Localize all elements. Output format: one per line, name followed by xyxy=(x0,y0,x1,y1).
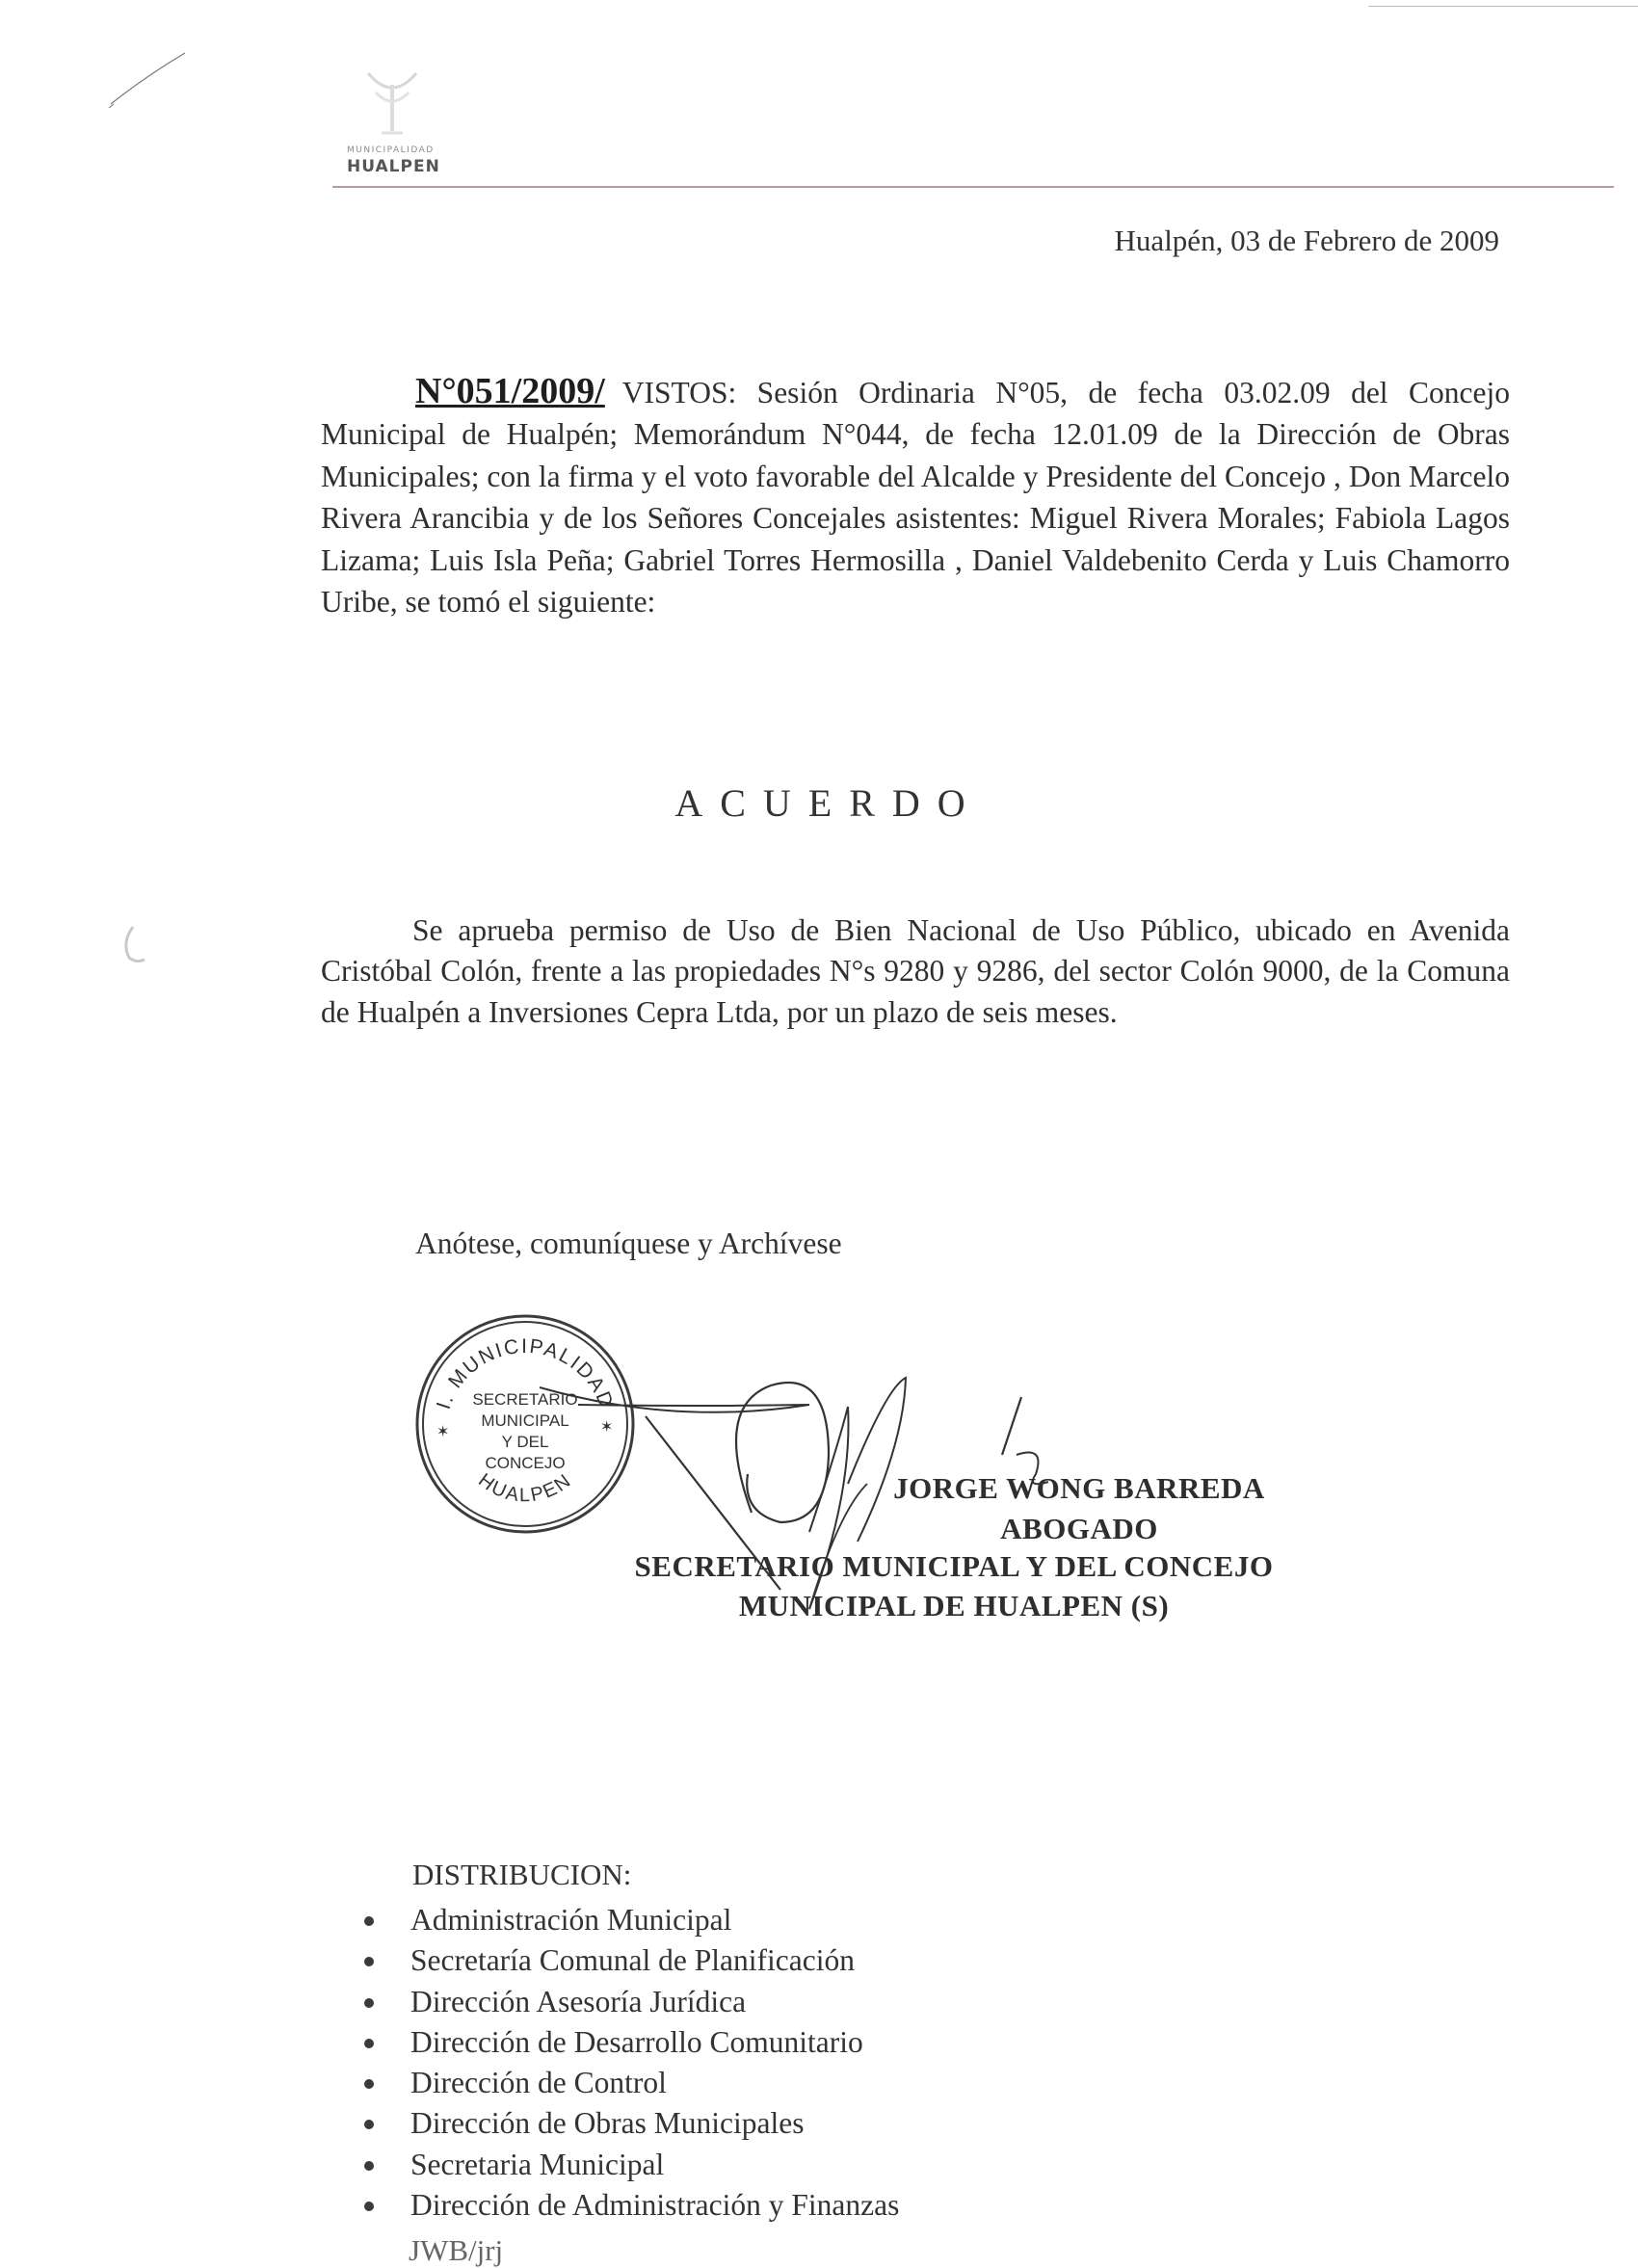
resolution-number: N°051/2009/ xyxy=(415,371,605,411)
seal-star-left: ✶ xyxy=(436,1424,450,1440)
seal-line-4: CONCEJO xyxy=(485,1454,566,1472)
distribution-item: Dirección de Control xyxy=(364,2063,899,2103)
bullet-icon xyxy=(364,1957,374,1966)
vistos-paragraph xyxy=(321,371,1510,622)
distribution-item: Dirección de Desarrollo Comunitario xyxy=(364,2022,899,2063)
bullet-icon xyxy=(364,2202,374,2211)
document-date: Hualpén, 03 de Febrero de 2009 xyxy=(1114,224,1499,257)
distribution-item: Administración Municipal xyxy=(364,1900,899,1940)
bullet-icon xyxy=(364,1916,374,1926)
seal-star-right: ✶ xyxy=(600,1419,614,1436)
bullet-icon xyxy=(364,1998,374,2008)
signatory-office-line-1: SECRETARIO MUNICIPAL Y DEL CONCEJO xyxy=(634,1549,1274,1583)
distribution-title: DISTRIBUCION: xyxy=(412,1858,632,1891)
seal-arc-bottom: HUALPEN xyxy=(474,1469,576,1507)
bullet-icon xyxy=(364,2079,374,2089)
distribution-item: Dirección Asesoría Jurídica xyxy=(364,1982,899,2022)
distribution-list xyxy=(364,1900,899,2226)
bullet-icon xyxy=(364,2161,374,2171)
signatory-title: ABOGADO xyxy=(1000,1512,1158,1545)
bullet-icon xyxy=(364,2039,374,2048)
header-divider xyxy=(332,186,1614,188)
scan-edge-line xyxy=(1368,6,1638,7)
signatory-office-line-2: MUNICIPAL DE HUALPEN (S) xyxy=(738,1589,1170,1622)
distribution-item: Dirección de Administración y Finanzas xyxy=(364,2185,899,2226)
signatory-name: JORGE WONG BARREDA xyxy=(893,1471,1265,1505)
org-subtitle: MUNICIPALIDAD xyxy=(347,145,435,155)
distribution-item: Dirección de Obras Municipales xyxy=(364,2103,899,2144)
seal-line-3: Y DEL xyxy=(501,1433,549,1451)
org-name: HUALPEN xyxy=(347,157,440,176)
distribution-item: Secretaria Municipal xyxy=(364,2145,899,2185)
pen-mark xyxy=(106,48,193,125)
bullet-icon xyxy=(364,2120,374,2129)
distribution-item: Secretaría Comunal de Planificación xyxy=(364,1940,899,1981)
resolution-paragraph: Se aprueba permiso de Uso de Bien Nacional de Uso Público, ubicado en Avenida Cristóbal Colón, frente a las propiedades N°s 9280 y 9286, del sector Colón 9000, de la Comuna de Hualpén a Inversiones Cepra Ltda, por un plazo de seis meses. xyxy=(321,913,1510,1029)
seal-line-1: SECRETARIO xyxy=(472,1390,578,1409)
acuerdo-heading: ACUERDO xyxy=(674,781,983,825)
closing-line: Anótese, comuníquese y Archívese xyxy=(415,1226,842,1260)
handwritten-signature xyxy=(520,1368,1214,1676)
vistos-text: VISTOS: Sesión Ordinaria N°05, de fecha 03.02.09 del Concejo Municipal de Hualpén; Memorándum N°044, de fecha 12.01.09 de la Dirección de Obras Municipales; con la firma y el voto favorable del Alcalde y Presidente del Concejo , Don Marcelo Rivera Arancibia y de los Señores Concejales asistentes: Miguel Rivera Morales; Fabiola Lagos Lizama; Luis Isla Peña; Gabriel Torres Hermosilla , Daniel Valdebenito Cerda y Luis Chamorro Uribe, se tomó el siguiente: xyxy=(321,376,1510,620)
seal-arc-top: I. MUNICIPALIDAD xyxy=(432,1334,619,1412)
municipal-logo-icon xyxy=(349,64,436,141)
scan-smudge xyxy=(116,915,173,973)
typist-initials: JWB/jrj xyxy=(409,2233,504,2267)
seal-line-2: MUNICIPAL xyxy=(481,1411,569,1430)
